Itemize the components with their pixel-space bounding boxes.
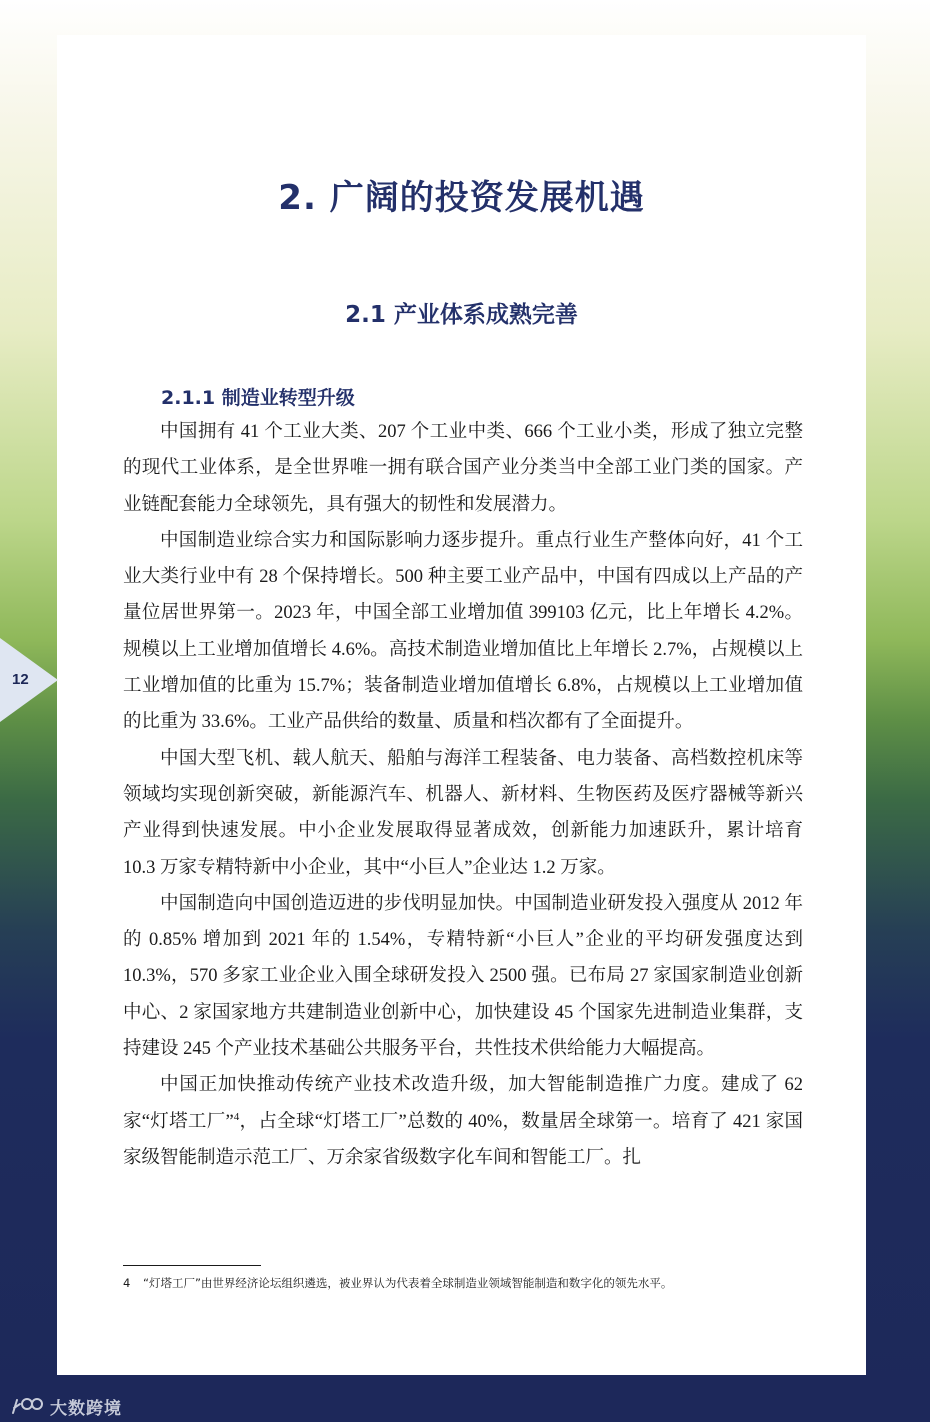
paragraph [123, 1067, 803, 1176]
paragraph: 中国制造向中国创造迈进的步伐明显加快。中国制造业研发投入强度从 2012 年的 0.85% 增加到 2021 年的 1.54%，专精特新“小巨人”企业的平均研发强度达到 10.3%，570 多家工业企业入围全球研发投入 2500 强。已布局 27 家国家制造业创新中心、2 家国家地方共建制造业创新中心，加快建设 45 个国家先进制造业集群，支持建设 245 个产业技术基础公共服务平台，共性技术供给能力大幅提高。 [123, 893, 803, 1060]
section-title: 2.1 产业体系成熟完善 [345, 302, 578, 328]
footnote-divider [123, 1265, 261, 1266]
body-text [123, 414, 803, 1176]
chapter-title: 2. 广阔的投资发展机遇 [278, 178, 645, 218]
paragraph: 中国大型飞机、载人航天、船舶与海洋工程装备、电力装备、高档数控机床等领域均实现创新突破，新能源汽车、机器人、新材料、生物医药及医疗器械等新兴产业得到快速发展。中小企业发展取得显著成效，创新能力加速跃升，累计培育 10.3 万家专精特新中小企业，其中“小巨人”企业达 1.2 万家。 [123, 748, 803, 878]
paragraph: 中国拥有 41 个工业大类、207 个工业中类、666 个工业小类，形成了独立完整的现代工业体系，是全世界唯一拥有联合国产业分类当中全部工业门类的国家。产业链配套能力全球领先，具有强大的韧性和发展潜力。 [123, 422, 803, 515]
brand-name: 大数跨境 [50, 1398, 122, 1419]
paragraph-text: ，占全球“灯塔工厂”总数的 40%，数量居全球第一。培育了 421 家国家级智能制造示范工厂、万余家省级数字化车间和智能工厂。扎 [123, 1111, 803, 1168]
paragraph: 中国制造业综合实力和国际影响力逐步提升。重点行业生产整体向好，41 个工业大类行业中有 28 个保持增长。500 种主要工业产品中，中国有四成以上产品的产量位居世界第一。2023 年，中国全部工业增加值 399103 亿元，比上年增长 4.2%。规模以上工业增加值增长 4.6%。高技术制造业增加值比上年增长 2.7%，占规模以上工业增加值的比重为 15.7%；装备制造业增加值增长 6.8%，占规模以上工业增加值的比重为 33.6%。工业产品供给的数量、质量和档次都有了全面提升。 [123, 530, 803, 733]
footnote [123, 1275, 813, 1291]
page-number: 12 [12, 671, 29, 688]
paragraph-text: 中国正加快推动传统产业技术改造升级，加大智能制造推广力度。建成了 62 家“灯塔工厂” [123, 1075, 803, 1132]
subsection-title: 2.1.1 制造业转型升级 [161, 387, 355, 409]
footnote-text: “灯塔工厂”由世界经济论坛组织遴选，被业界认为代表着全球制造业领域智能制造和数字化的领先水平。 [143, 1276, 673, 1290]
brand-logo-icon [10, 1395, 44, 1417]
footnote-reference: 4 [233, 1110, 240, 1123]
footnote-mark: 4 [123, 1276, 131, 1290]
watermark [10, 1393, 122, 1419]
